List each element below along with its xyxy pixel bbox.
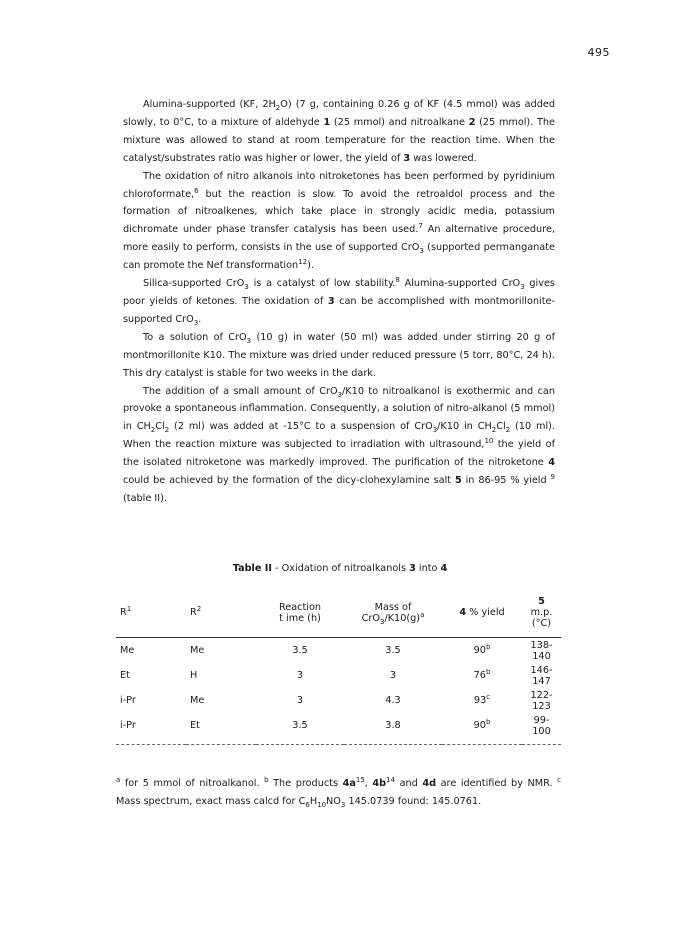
cell-r2: Et: [190, 720, 200, 731]
body-text: [123, 96, 555, 508]
cell-yield: 76$^b$: [473, 667, 491, 681]
table-header-row: [116, 596, 561, 629]
cell-r2: H: [190, 670, 198, 681]
cell-mass: 4.3: [385, 695, 401, 706]
cell-reaction-time: 3.5: [292, 720, 308, 731]
footnote-text: $^a$ for 5 mmol of nitroalkanol. $^b$ The products $4a^{15}$, $4b^{14}$ and 4d are identified by NMR. $^c$ Mass spectrum, exact mass calcd for $C_6H_{10}NO_3$ 145.0739 found: 145.0761.: [116, 775, 561, 809]
cell-yield: 90$^b$: [473, 642, 491, 656]
cell-r1: Me: [120, 645, 135, 656]
body-paragraph: To a solution of CrO$_3$ (10 g) in water (50 ml) was added under stirring 20 g of montmorillonite K10. The mixture was dried under reduced pressure (5 torr, 80°C, 24 h). This dry catalyst is stable for two weeks in the dark.: [123, 331, 555, 379]
header-mp: 5 m.p.(°C): [530, 596, 553, 629]
cell-mp: 122-123: [530, 689, 553, 712]
cell-yield: 93$^c$: [473, 692, 491, 706]
header-reaction-time: Reaction t ime (h): [278, 601, 322, 624]
page-number: 495: [587, 46, 610, 59]
cell-r1: i-Pr: [120, 695, 136, 706]
cell-mp: 146-147: [530, 664, 553, 687]
table-row: [116, 663, 561, 688]
body-paragraph: Silica-supported CrO$_3$ is a catalyst of low stability.$^8$ Alumina-supported CrO$_3$ gives poor yields of ketones. The oxidation of 3 can be accomplished with montmorillonite-supported CrO$_3$.: [123, 275, 555, 327]
cell-reaction-time: 3.5: [292, 645, 308, 656]
cell-reaction-time: 3: [296, 670, 304, 681]
table-caption-label: Table II: [232, 563, 273, 574]
header-r1: $R^1$: [120, 604, 132, 618]
body-paragraph: The addition of a small amount of CrO$_3$/K10 to nitroalkanol is exothermic and can provoke a spontaneous inflammation. Consequently, a solution of nitro-alkanol (5 mmol) in $CH_2Cl_2$ (2 ml) was added at -15°C to a suspension of CrO$_3$/K10 in $CH_2Cl_2$ (10 ml). When the reaction mixture was subjected to irradiation with ultrasound,$^{10}$ the yield of the isolated nitroketone was markedly improved. The purification of the nitroketone 4 could be achieved by the formation of the dicy-clohexylamine salt 5 in 86-95 % yield $^9$ (table II).: [123, 385, 555, 504]
table-caption-compound-3: 3: [409, 563, 416, 574]
cell-mass: 3: [389, 670, 397, 681]
table-caption-text: - Oxidation of nitroalkanols: [272, 563, 410, 574]
body-paragraph: The oxidation of nitro alkanols into nitroketones has been performed by pyridinium chloroformate,$^6$ but the reaction is slow. To avoid the retroaldol process and the formation of nitroalkenes, which take place in strongly acidic media, potassium dichromate under phase transfer catalysis has been used.$^7$ An alternative procedure, more easily to perform, consists in the use of supported CrO$_3$ (supported permanganate can promote the Nef transformation$^{12}$).: [123, 170, 555, 272]
table-caption-compound-4: 4: [440, 563, 448, 574]
footnotes: [116, 775, 561, 811]
cell-r2: Me: [190, 645, 205, 656]
table-row: [116, 688, 561, 713]
cell-mp: 99-100: [532, 714, 551, 737]
header-r2: $R^2$: [190, 604, 202, 618]
cell-yield: 90$^b$: [473, 717, 491, 731]
header-mass: Mass of $CrO_3/K10(g)^a$: [361, 601, 425, 626]
cell-reaction-time: 3: [296, 695, 304, 706]
cell-mp: 138-140: [530, 639, 553, 662]
cell-mass: 3.8: [385, 720, 401, 731]
table-caption-into: into: [415, 563, 441, 574]
body-paragraph: Alumina-supported (KF, $2H_2O$) (7 g, containing 0.26 g of KF (4.5 mmol) was added slowly, to 0°C, to a mixture of aldehyde 1 (25 mmol) and nitroalkane 2 (25 mmol). The mixture was allowed to stand at room temperature for the reaction time. When the catalyst/substrates ratio was higher or lower, the yield of 3 was lowered.: [123, 99, 555, 164]
cell-r2: Me: [190, 695, 205, 706]
table-caption: [0, 563, 680, 574]
table-body: [116, 638, 561, 739]
table-row: [116, 713, 561, 738]
cell-r1: i-Pr: [120, 720, 136, 731]
table-bottom-rule: [116, 738, 561, 745]
header-rule: [116, 629, 561, 638]
cell-r1: Et: [120, 670, 130, 681]
header-yield: 4 % yield: [459, 607, 505, 618]
cell-mass: 3.5: [385, 645, 401, 656]
table-row: [116, 638, 561, 664]
results-table: [116, 596, 561, 745]
